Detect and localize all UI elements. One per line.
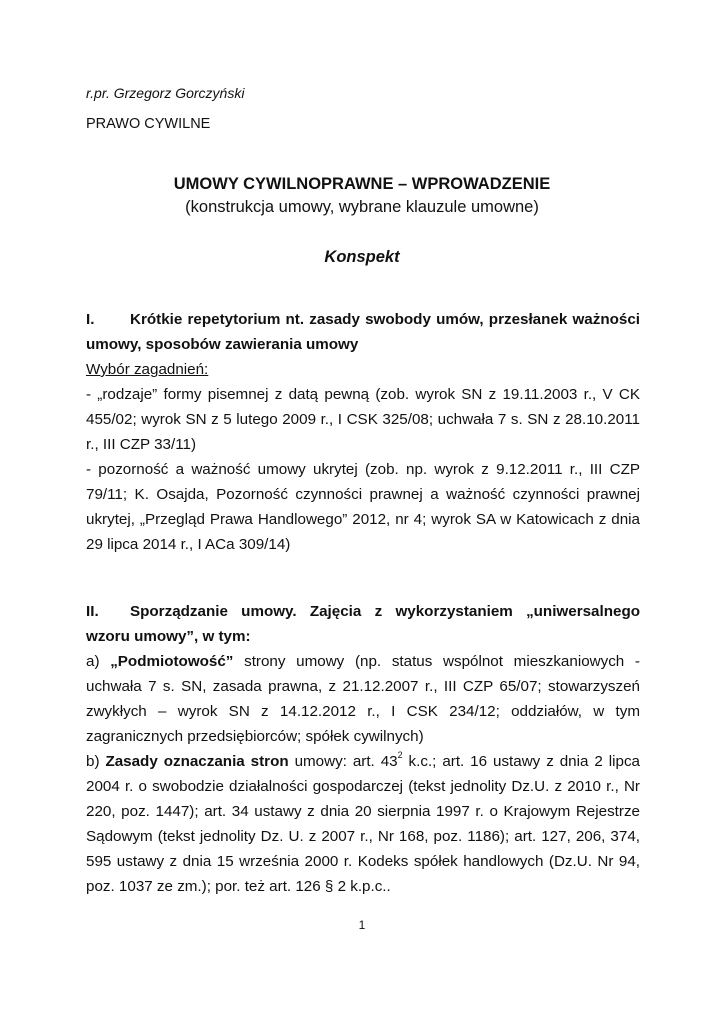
konspekt-label: Konspekt <box>324 248 400 266</box>
section-1-heading <box>86 307 640 357</box>
document-title: UMOWY CYWILNOPRAWNE – WPROWADZENIE <box>173 175 551 193</box>
item-b-prefix: b) <box>86 753 106 770</box>
section-1 <box>86 307 640 557</box>
item-b-bold: Zasady oznaczania stron <box>105 753 289 770</box>
section-2-item-b <box>86 749 640 899</box>
item-a-text: strony umowy (np. status wspólnot mieszkaniowych - uchwała 7 s. SN, zasada prawna, z 21.12.2007 r., III CZP 65/07; stowarzyszeń zwykłych – wyrok SN z 14.12.2012 r., I CSK 234/12; oddziałów, w tym zagranicznych przedsiębiorców; spółek cywilnych) <box>86 653 640 745</box>
item-b-text-1: umowy: art. 43 <box>288 753 398 770</box>
section-1-item-2: - pozorność a ważność umowy ukrytej (zob. np. wyrok z 9.12.2011 r., III CZP 79/11; K. Osajda, Pozorność czynności prawnej a ważność czynności prawnej ukrytej, „Przegląd Prawa Handlowego” 2012, nr 4; wyrok SA w Katowicach z dnia 29 lipca 2014 r., I ACa 309/14) <box>86 461 640 553</box>
author-name: r.pr. Grzegorz Gorczyński <box>86 85 245 101</box>
section-2-heading <box>86 599 640 649</box>
section-1-number: I. <box>86 311 95 328</box>
section-2-heading-text: Sporządzanie umowy. Zajęcia z wykorzystaniem „uniwersalnego wzoru umowy”, w tym: <box>86 603 640 645</box>
section-2-item-a <box>86 649 640 749</box>
item-b-superscript: 2 <box>397 749 403 760</box>
item-a-prefix: a) <box>86 653 111 670</box>
section-1-item-1: - „rodzaje” formy pisemnej z datą pewną (zob. wyrok SN z 19.11.2003 r., V CK 455/02; wyrok SN z 5 lutego 2009 r., I CSK 325/08; uchwała 7 s. SN z 28.10.2011 r., III CZP 33/11) <box>86 386 640 453</box>
document-subtitle: (konstrukcja umowy, wybrane klauzule umowne) <box>185 198 539 216</box>
item-b-text-2: k.c.; art. 16 ustawy z dnia 2 lipca 2004 r. o swobodzie działalności gospodarczej (tekst jednolity Dz.U. z 2010 r., Nr 220, poz. 1447); art. 34 ustawy z dnia 20 sierpnia 1997 r. o Krajowym Rejestrze Sądowym (tekst jednolity Dz. U. z 2007 r., Nr 168, poz. 1186); art. 127, 206, 374, 595 ustawy z dnia 15 września 2000 r. Kodeks spółek handlowych (Dz.U. Nr 94, poz. 1037 ze zm.); por. też art. 126 § 2 k.p.c.. <box>86 753 640 895</box>
item-a-bold: „Podmiotowość” <box>110 653 234 670</box>
selection-label: Wybór zagadnień: <box>86 361 209 378</box>
course-subject: PRAWO CYWILNE <box>86 116 211 132</box>
page-number: 1 <box>358 918 366 932</box>
section-2 <box>86 599 640 899</box>
section-1-heading-text: Krótkie repetytorium nt. zasady swobody umów, przesłanek ważności umowy, sposobów zawierania umowy <box>86 311 640 353</box>
section-2-number: II. <box>86 603 99 620</box>
